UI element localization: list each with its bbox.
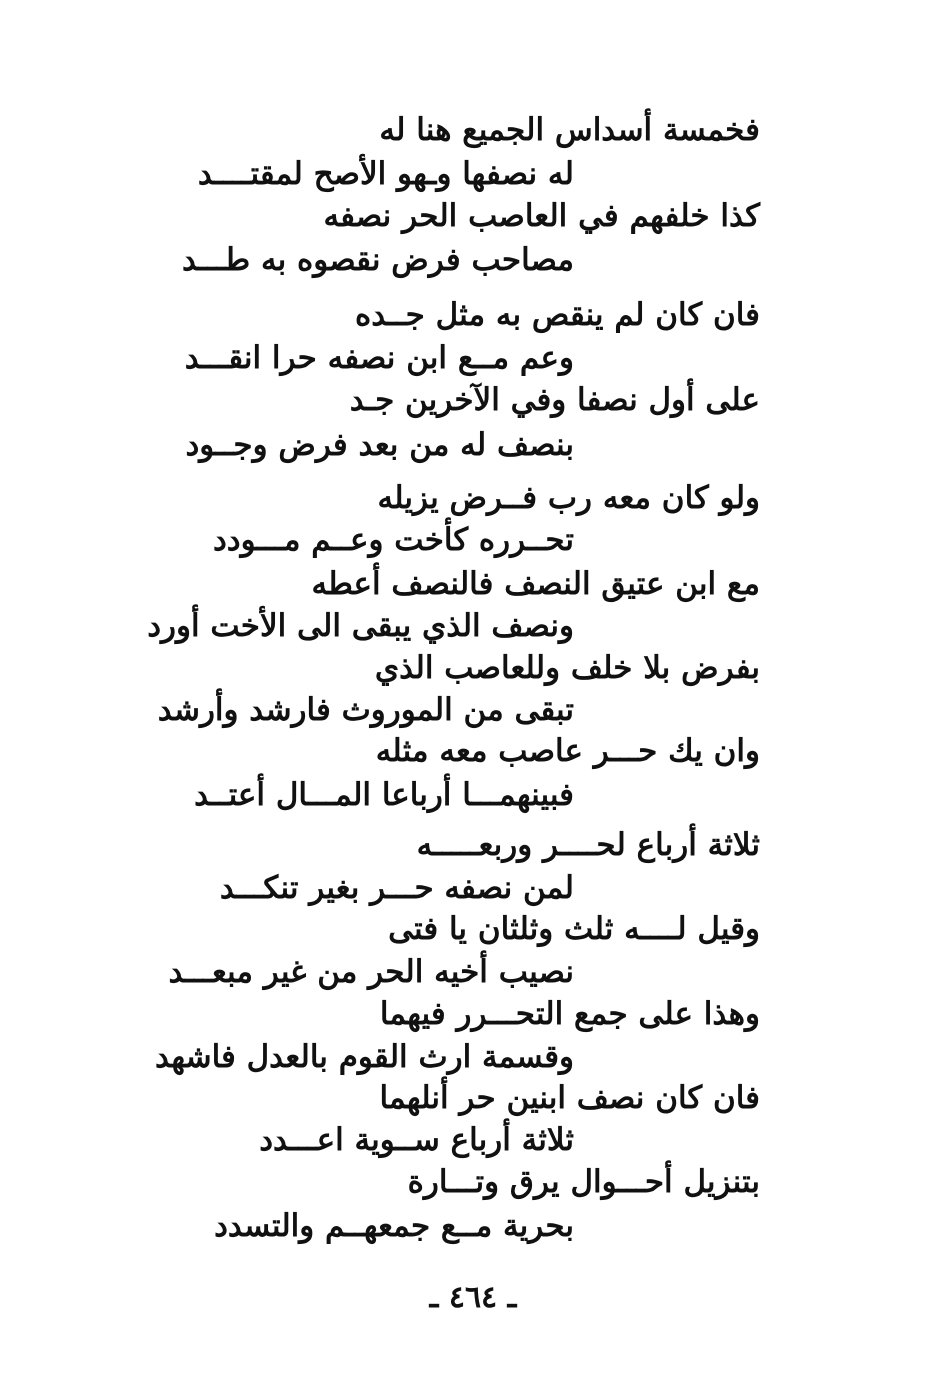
poem-line: بحرية مــع جمعهــم والتسدد: [214, 1208, 574, 1244]
poem-line: ثلاثة أرباع ســوية اعـــدد: [259, 1122, 574, 1158]
poem-line: كذا خلفهم في العاصب الحر نصفه: [323, 198, 760, 234]
poem-line: له نصفها وـهو الأصح لمقتــــد: [197, 156, 574, 192]
poem-line: فان كان نصف ابنين حر أنلهما: [379, 1080, 760, 1116]
page-number: ـ ٤٦٤ ـ: [429, 1280, 517, 1315]
poem-line: ثلاثة أرباع لحــــر وربعـــــه: [416, 827, 760, 863]
poem-line: تبقى من الموروث فارشد وأرشد: [157, 692, 574, 728]
poem-line: نصيب أخيه الحر من غير مبعـــد: [168, 954, 574, 990]
poem-line: فخمسة أسداس الجميع هنا له: [379, 112, 760, 148]
poem-line: وهذا على جمع التحـــرر فيهما: [379, 996, 760, 1032]
poem-line: مصاحب فرض نقصوه به طـــد: [182, 242, 574, 278]
poem-line: على أول نصفا وفي الآخرين جـد: [349, 382, 760, 418]
poem-line: وقسمة ارث القوم بالعدل فاشهد: [155, 1039, 574, 1075]
poem-line: فان كان لم ينقص به مثل جــده: [355, 297, 760, 333]
poem-line: مع ابن عتيق النصف فالنصف أعطه: [311, 566, 760, 602]
poem-line: وان يك حـــر عاصب معه مثله: [375, 733, 760, 769]
poem-line: ولو كان معه رب فــرض يزيله: [377, 480, 760, 516]
poem-line: وقيل لــــه ثلث وثلثان يا فتى: [388, 911, 760, 947]
poem-line: ونصف الذي يبقى الى الأخت أورد: [147, 608, 574, 644]
poem-line: بنصف له من بعد فرض وجــود: [185, 427, 574, 463]
poem-line: بتنزيل أحـــوال يرق وتـــارة: [407, 1164, 760, 1200]
poem-line: بفرض بلا خلف وللعاصب الذي: [374, 650, 760, 686]
poem-line: لمن نصفه حـــر بغير تنكـــد: [219, 870, 574, 906]
poem-line: وعم مــع ابن نصفه حرا انقـــد: [184, 340, 574, 376]
poem-line: فبينهمـــا أرباعا المـــال أعتــد: [194, 777, 574, 813]
poem-line: تحــرره كأخت وعــم مـــودد: [212, 522, 574, 558]
